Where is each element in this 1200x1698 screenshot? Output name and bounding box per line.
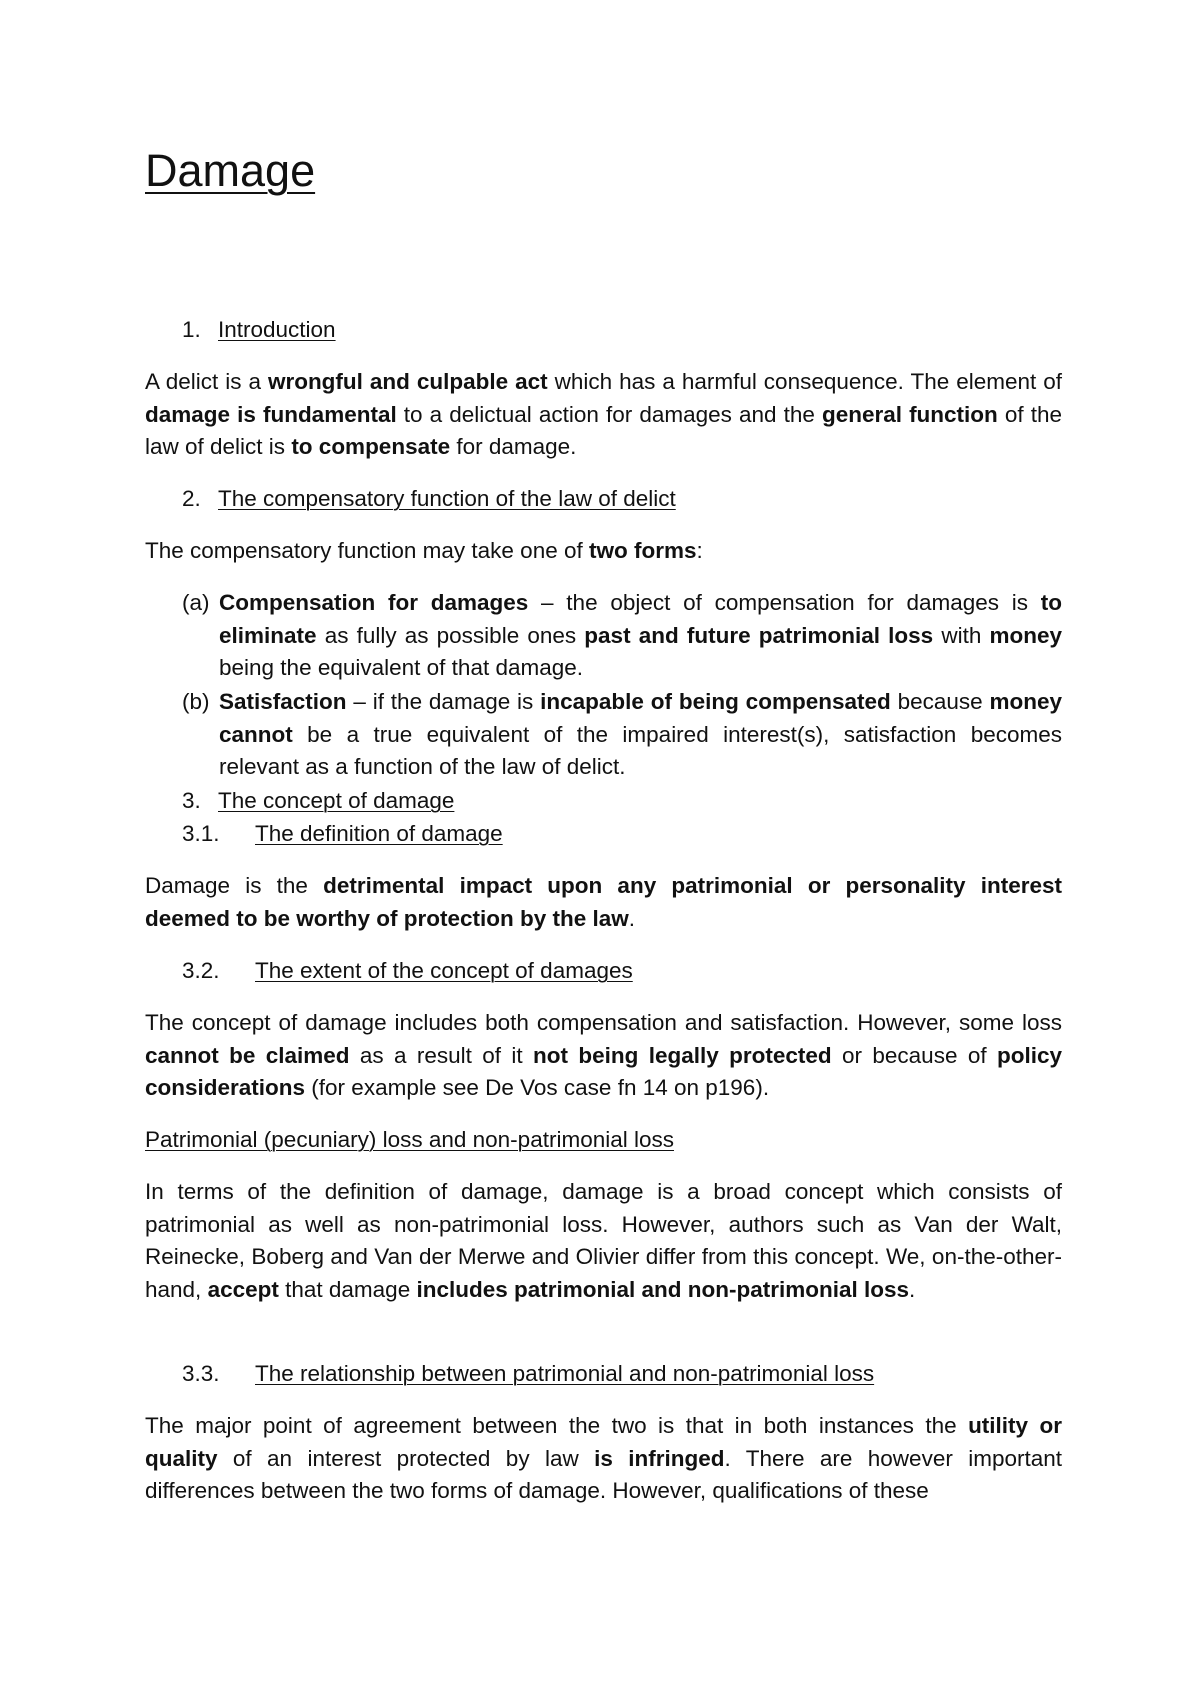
section-label: The compensatory function of the law of delict xyxy=(218,486,676,511)
section-heading-definition-of-damage xyxy=(182,818,503,851)
section-label: Introduction xyxy=(218,317,336,342)
paragraph-two-forms: The compensatory function may take one of two forms: xyxy=(145,538,703,563)
section-label: The concept of damage xyxy=(218,788,455,813)
section-heading-extent-of-concept xyxy=(182,955,633,988)
page-title: Damage xyxy=(145,145,316,196)
list-marker: (b) xyxy=(182,689,210,714)
section-heading-introduction xyxy=(182,314,336,347)
section-label: The relationship between patrimonial and non-patrimonial loss xyxy=(255,1361,875,1386)
section-number: 3.3. xyxy=(182,1361,220,1386)
section-number: 2. xyxy=(182,486,201,511)
list-item-a: (a) Compensation for damages – the object of compensation for damages is to eliminate as fully as possible ones past and future patrimonial loss with money being the equivalent of that damage. xyxy=(182,587,1062,685)
section-label: The definition of damage xyxy=(255,821,503,846)
section-label: The extent of the concept of damages xyxy=(255,958,633,983)
list-item-b: (b) Satisfaction – if the damage is incapable of being compensated because money cannot be a true equivalent of the impaired interest(s), satisfaction becomes relevant as a function of the law of delict. xyxy=(182,686,1062,784)
list-marker: (a) xyxy=(182,590,210,615)
section-heading-concept-of-damage xyxy=(182,785,454,818)
section-heading-compensatory-function xyxy=(182,483,676,516)
paragraph-introduction: A delict is a wrongful and culpable act which has a harmful consequence. The element of damage is fundamental to a delictual action for damages and the general function of the law of delict is to compensate for damage. xyxy=(145,369,1063,459)
section-heading-relationship xyxy=(182,1358,874,1391)
section-number: 3. xyxy=(182,788,201,813)
subheading-patrimonial-loss: Patrimonial (pecuniary) loss and non-patrimonial loss xyxy=(145,1127,674,1152)
paragraph-patrimonial: In terms of the definition of damage, damage is a broad concept which consists of patrimonial as well as non-patrimonial loss. However, authors such as Van der Walt, Reinecke, Boberg and Van der Merwe and Olivier differ from this concept. We, on-the-other-hand, accept that damage includes patrimonial and non-patrimonial loss. xyxy=(145,1179,1062,1302)
section-number: 3.2. xyxy=(182,958,220,983)
paragraph-definition: Damage is the detrimental impact upon any patrimonial or personality interest deemed to be worthy of protection by the law. xyxy=(145,873,1063,931)
section-number: 3.1. xyxy=(182,821,220,846)
section-number: 1. xyxy=(182,317,201,342)
paragraph-extent: The concept of damage includes both compensation and satisfaction. However, some loss cannot be claimed as a result of it not being legally protected or because of policy considerations (for example see De Vos case fn 14 on p196). xyxy=(145,1010,1062,1100)
paragraph-relationship: The major point of agreement between the two is that in both instances the utility or quality of an interest protected by law is infringed. There are however important differences between the two forms of damage. However, qualifications of these xyxy=(145,1413,1063,1503)
